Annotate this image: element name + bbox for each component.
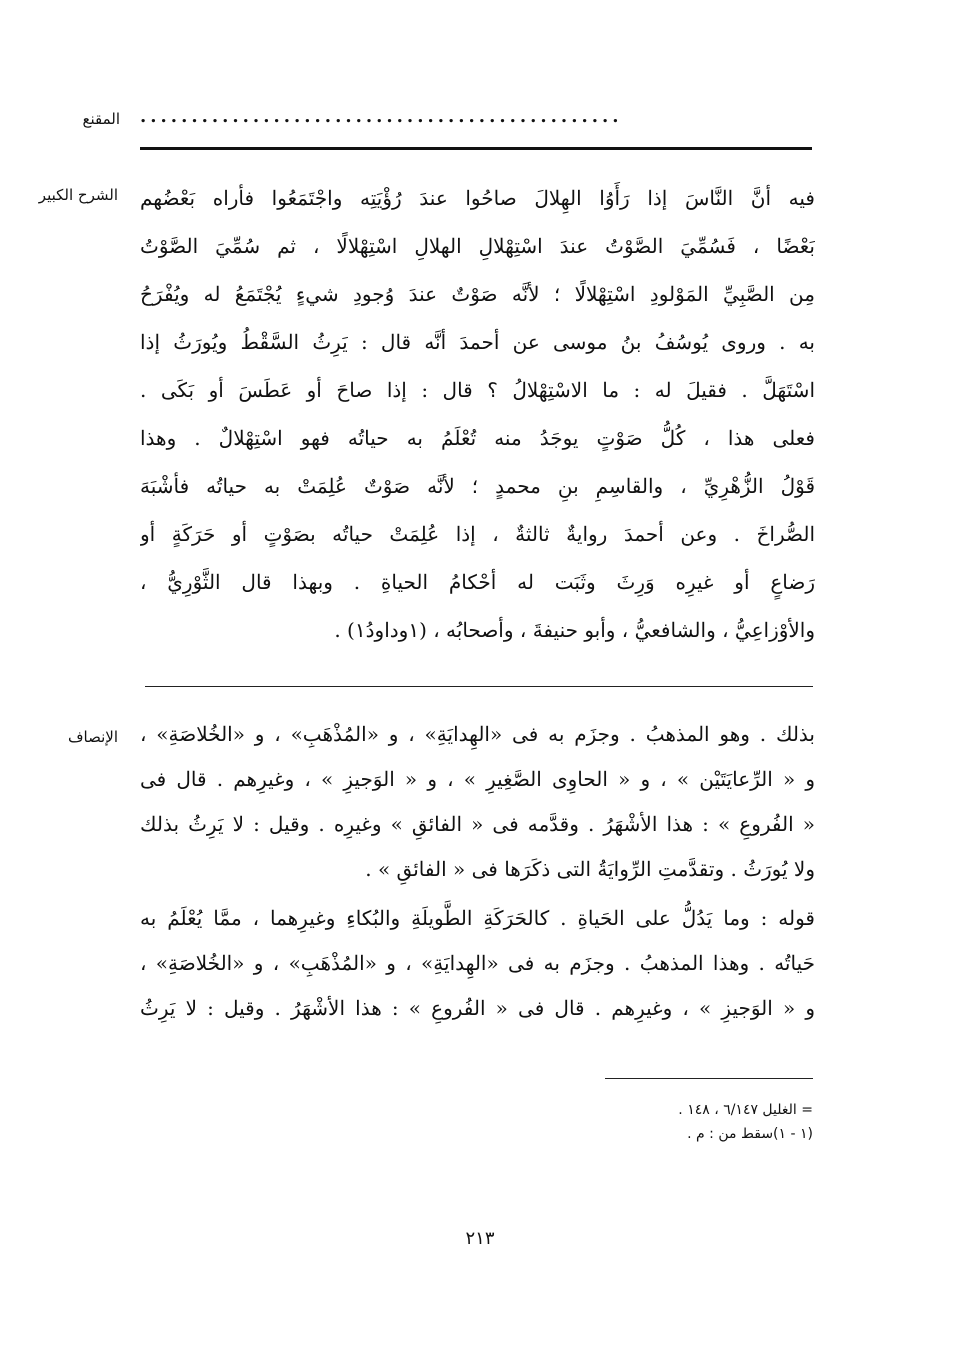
text-line: و « الرِّعايَتَيْن » ، و « الحاوِى الصَّغِيرِ » ، و « الوَجيزِ » ، وغيرِهم . قال فى (140, 767, 815, 791)
sharh-text-block (140, 174, 815, 654)
text-line: قوله : وما يَدُلُّ على الحَياةِ . كالحَرَكَةِ الطَّويلَةِ والبُكاءِ وغيرِهما ، ممَّا يُعْلَمُ به (140, 906, 815, 930)
book-title: المقنع (82, 110, 120, 128)
text-line: قَوْلُ الزُّهْرِيِّ ، والقاسِمِ بنِ محمدٍ ؛ لأنَّه صَوْتٌ عُلِمَتْ به حياتُه فأشْبَهَ (140, 474, 815, 498)
text-line: « الفُروعِ » : هذا الأشْهَرُ . وقدَّمه فى « الفائقِ » وغيرِه . وقيل : لا يَرِثُ بذلك (140, 812, 815, 836)
text-line: ولا يُورَثُ . وتقدَّمتِ الرِّوايَةُ التى ذكَرَها فى « الفائقِ » . (365, 857, 815, 881)
text-line: والأوْزاعِيُّ ، والشافعيُّ ، وأبو حنيفةَ ، وأصحابُه ، (١وداودُ١) . (334, 618, 815, 642)
text-line: و « الوَجيزِ » ، وغيرِهم . قال فى « الفُروعِ » : هذا الأشْهَرُ . وقيل : لا يَرِثُ (140, 996, 815, 1020)
insaf-paragraph-2 (140, 896, 815, 1031)
insaf-text-block (140, 712, 815, 1031)
footnotes (560, 1098, 813, 1146)
text-line: مِن الصَّبِيِّ المَوْلودِ اسْتِهْلالًا ؛ لأنَّه صَوْتٌ عندَ وُجودِ شيءٍ يُجْتَمَعُ له ويُفْرَحُ (140, 282, 815, 306)
text-line: اسْتَهَلَّ . فقيلَ له : ما الاسْتِهْلالُ ؟ قال : إذا صاحَ أو عَطَسَ أو بَكَى . (140, 378, 815, 402)
text-line: رَضاعٍ أو غيرِه وَرِثَ وثَبَت له أحْكامُ الحياةِ . وبهذا قال الثَّوْرِيُّ ، (140, 570, 815, 594)
text-line: فعلى هذا ، كُلُّ صَوْتٍ يوجَدُ منه تُعْلَمُ به حياتُه فهو اسْتِهْلالٌ . وهذا (140, 426, 815, 450)
section-label-insaf: الإنصاف (67, 728, 118, 746)
header-dot-leader: ............................................... (140, 106, 623, 127)
text-line: الصُّراخَ . وعن أحمدَ روايةٌ ثالثةٌ ، إذا عُلِمَتْ حياتُه بصَوْتٍ أو حَرَكَةٍ أو (140, 522, 815, 546)
header-rule (140, 147, 812, 150)
footnote: = الغليل ٦/١٤٧ ، ١٤٨ . (678, 1102, 813, 1118)
text-line: بَعْضًا ، فَسُمِّيَ الصَّوْتُ عندَ اسْتِهْلالِ الهلالِ اسْتِهْلالًا ، ثم سُمِّيَ الصَّوْتُ (140, 234, 815, 258)
text-line: به . وروى يُوسُفُ بنُ موسى عن أحمدَ أنَّه قال : يَرِثُ السَّقْطُ ويُورَثُ إذا (140, 330, 815, 354)
text-line: فيه أنَّ النَّاسَ إذا رَأَوُا الهِلالَ صاحُوا عندَ رُؤْيَتِه واجْتَمَعُوا فأراه بَعْضُهم (140, 186, 815, 210)
section-divider (145, 686, 813, 687)
text-line: بذلك . وهو المذهبُ . وجزَم به فى «الهِدايَةِ» ، و «المُذْهَبِ» ، و «الخُلاصَةِ» ، (140, 722, 815, 746)
footnote: (١ - ١)سقط من : م . (687, 1126, 813, 1142)
text-line: حَياتُه . وهذا المذهبُ . وجزَم به فى «الهِدايَةِ» ، و «المُذْهَبِ» ، و «الخُلاصَةِ» ، (140, 951, 815, 975)
footnote-rule (605, 1078, 813, 1079)
section-label-sharh: الشرح الكبير (38, 186, 118, 204)
page-number: ٢١٣ (465, 1228, 495, 1249)
